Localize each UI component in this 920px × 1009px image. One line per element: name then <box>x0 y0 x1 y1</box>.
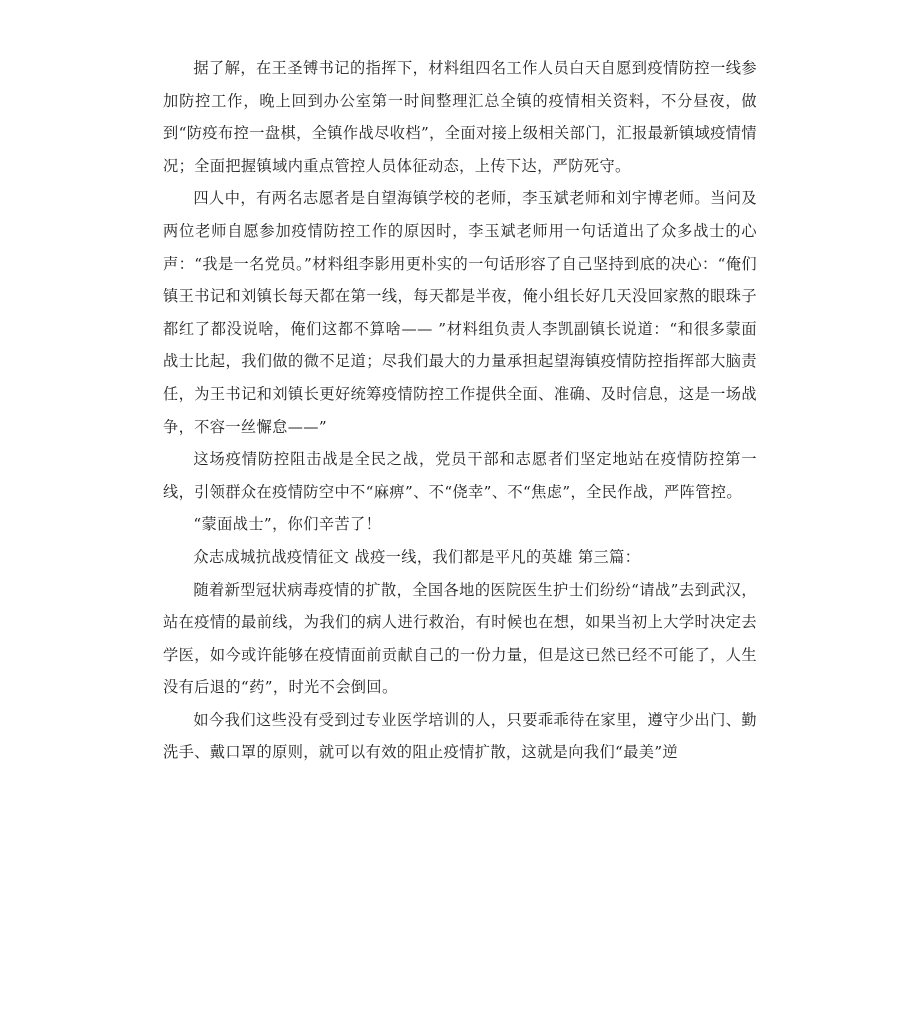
paragraph: “蒙面战士”，你们辛苦了！ <box>193 515 382 534</box>
paragraph: 如今我们这些没有受到过专业医学培训的人，只要乖乖待在家里，遵守少出门、勤洗手、戴口罩的原则，就可以有效的阻止疫情扩散，这就是向我们“最美”逆 <box>163 710 757 762</box>
paragraph: 据了解，在王圣镈书记的指挥下，材料组四名工作人员白天自愿到疫情防控一线参加防控工作，晚上回到办公室第一时间整理汇总全镇的疫情相关资料，不分昼夜，做到“防疫布控一盘棋，全镇作战尽收档”，全面对接上级相关部门，汇报最新镇域疫情情况；全面把握镇域内重点管控人员体征动态，上传下达，严防死守。 <box>163 59 757 175</box>
document-page <box>163 52 757 769</box>
paragraph: 随着新型冠状病毒疫情的扩散，全国各地的医院医生护士们纷纷“请战”去到武汉，站在疫情的最前线，为我们的病人进行救治，有时候也在想，如果当初上大学时决定去学医，如今或许能够在疫情面前贡献自己的一份力量，但是这已然已经不可能了，人生没有后退的“药”，时光不会倒回。 <box>163 580 757 697</box>
paragraph: 这场疫情防控阻击战是全民之战，党员干部和志愿者们坚定地站在疫情防控第一线，引领群众在疫情防空中不“麻痹”、不“侥幸”、不“焦虑”，全民作战，严阵管控。 <box>163 450 757 501</box>
section-title: 众志成城抗战疫情征文 战疫一线，我们都是平凡的英雄 第三篇： <box>193 547 641 566</box>
paragraph: 四人中，有两名志愿者是自望海镇学校的老师，李玉斌老师和刘宇博老师。当问及两位老师自愿参加疫情防控工作的原因时，李玉斌老师用一句话道出了众多战士的心声：“我是一名党员。”材料组李影用更朴实的一句话形容了自己坚持到底的决心：“俺们镇王书记和刘镇长每天都在第一线，每天都是半夜，俺小组长好几天没回家熬的眼珠子都红了都没说啥，俺们这都不算啥—— ”材料组负责人李凯副镇长说道：“和很多蒙面战士比起，我们做的微不足道；尽我们最大的力量承担起望海镇疫情防控指挥部大脑责任，为王书记和刘镇长更好统筹疫情防控工作提供全面、准确、及时信息，这是一场战争，不容一丝懈怠——” <box>163 189 757 436</box>
